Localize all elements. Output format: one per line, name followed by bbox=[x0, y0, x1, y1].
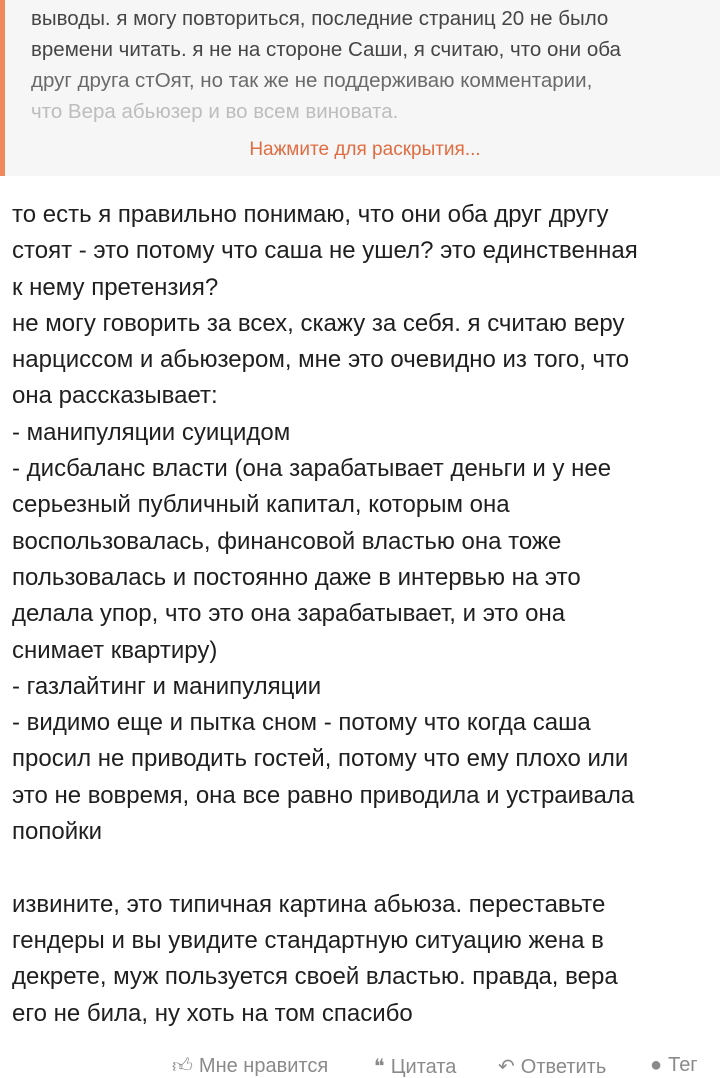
thumbs-up-icon: 👍︎ bbox=[172, 1055, 193, 1077]
quote-line: что Вера абьюзер и во всем виновата. bbox=[31, 100, 399, 123]
post-line: - манипуляции суицидом bbox=[12, 418, 291, 446]
quote-line: времени читать. я не на стороне Саши, я считаю, что они оба bbox=[31, 38, 621, 61]
tag-label: Тег bbox=[668, 1054, 698, 1076]
post-line: - газлайтинг и манипуляции bbox=[12, 672, 322, 700]
post-line: она рассказывает: bbox=[12, 382, 218, 410]
expand-quote-link[interactable]: Нажмите для раскрытия... bbox=[249, 139, 481, 160]
like-button[interactable] bbox=[172, 1054, 328, 1078]
post-line: декрете, муж пользуется своей властью. правда, вера bbox=[12, 963, 618, 991]
post-line: снимает квартиру) bbox=[12, 636, 218, 664]
quote-label: Цитата bbox=[390, 1056, 457, 1078]
quote-line: друг друга стОят, но так же не поддерживаю комментарии, bbox=[31, 69, 593, 92]
post-line: нарциссом и абьюзером, мне это очевидно из того, что bbox=[12, 346, 630, 374]
post-line: - видимо еще и пытка сном - потому что когда саша bbox=[12, 709, 591, 737]
like-label: Мне нравится bbox=[198, 1055, 329, 1077]
reply-label: Ответить bbox=[520, 1056, 607, 1078]
post-line: извините, это типичная картина абьюза. переставьте bbox=[12, 890, 606, 918]
post-line: серьезный публичный капитал, которым она bbox=[12, 491, 510, 519]
tag-icon: ● bbox=[650, 1054, 663, 1076]
reply-arrow-icon: ↶ bbox=[498, 1056, 515, 1078]
post-line: пользовалась и постоянно даже в интервью на это bbox=[12, 563, 581, 591]
post-line: просил не приводить гостей, потому что ему плохо или bbox=[12, 745, 629, 773]
post-line: это не вовремя, она все равно приводила и устраивала bbox=[12, 781, 635, 809]
quote-icon: ❝ bbox=[374, 1056, 385, 1078]
post-line: к нему претензия? bbox=[12, 273, 219, 301]
post-line: не могу говорить за всех, скажу за себя. я считаю веру bbox=[12, 309, 625, 337]
post-line: гендеры и вы увидите стандартную ситуацию жена в bbox=[12, 926, 604, 954]
post-line: то есть я правильно понимаю, что они оба друг другу bbox=[12, 201, 609, 228]
post-line: стоят - это потому что саша не ушел? это единственная bbox=[12, 237, 638, 265]
tag-button[interactable] bbox=[650, 1054, 698, 1077]
post-line: попойки bbox=[12, 818, 102, 846]
quoted-message bbox=[0, 0, 720, 176]
post-body bbox=[12, 197, 712, 1032]
quote-line: выводы. я могу повториться, последние страниц 20 не было bbox=[31, 7, 609, 30]
post-actions-bar bbox=[0, 1048, 720, 1078]
post-line-blank bbox=[12, 850, 712, 886]
post-line: делала упор, что это она зарабатывает, и это она bbox=[12, 600, 566, 628]
post-line: воспользовалась, финансовой властью она тоже bbox=[12, 527, 562, 555]
quote-button[interactable] bbox=[374, 1054, 456, 1078]
post-line: - дисбаланс власти (она зарабатывает деньги и у нее bbox=[12, 455, 612, 483]
post-line: его не била, ну хоть на том спасибо bbox=[12, 999, 413, 1027]
reply-button[interactable] bbox=[498, 1054, 606, 1078]
